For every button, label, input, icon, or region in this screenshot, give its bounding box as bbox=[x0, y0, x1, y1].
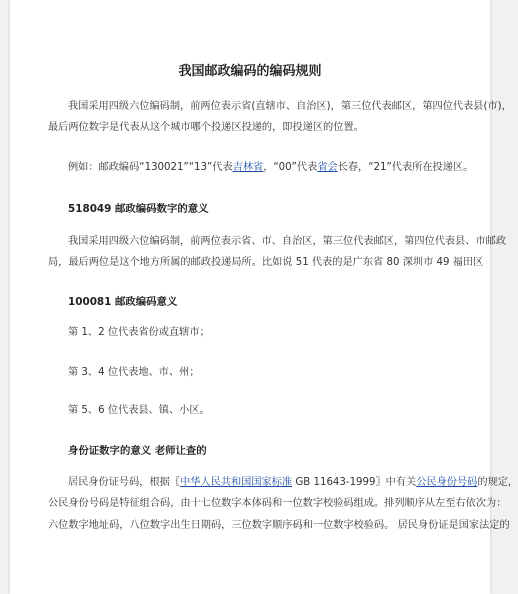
link-provincial-capital[interactable]: 省会 bbox=[317, 162, 338, 173]
paragraph-line: 六位数字地址码，八位数字出生日期码，三位数字顺序码和一位数字校验码。 居民身份证是国家法定的 bbox=[48, 520, 510, 531]
id-paragraph-line bbox=[68, 473, 518, 493]
paragraph-line: 局，最后两位是这个地方所属的邮政投递局所。比如说 51 代表的是广东省 80 深圳市 49 福田区 bbox=[48, 257, 484, 268]
text-segment: 的规定， bbox=[477, 477, 518, 488]
paragraph-line: 我国采用四级六位编码制，前两位表示省、市、自治区，第三位代表邮区，第四位代表县、市邮政 bbox=[68, 236, 507, 247]
link-national-standard[interactable]: 中华人民共和国国家标准 bbox=[180, 477, 293, 488]
paragraph-line: 我国采用四级六位编码制，前两位表示省(直辖市、自治区)，第三位代表邮区，第四位代表县(市)， bbox=[68, 101, 512, 112]
section-heading-518049: 518049 邮政编码数字的意义 bbox=[68, 203, 209, 215]
list-item: 第 5、6 位代表县、镇、小区。 bbox=[68, 405, 210, 416]
paragraph-line: 公民身份号码是特征组合码，由十七位数字本体码和一位数字校验码组成。排列顺序从左至右依次为： bbox=[48, 498, 507, 509]
text-segment: GB 11643-1999〗中有关 bbox=[292, 477, 417, 488]
paragraph-line: 最后两位数字是代表从这个城市哪个投递区投递的，即投递区的位置。 bbox=[48, 122, 364, 133]
text-segment: ，“00”代表 bbox=[263, 162, 318, 173]
text-segment: 居民身份证号码，根据〖 bbox=[68, 477, 181, 488]
link-jilin-province[interactable]: 吉林省 bbox=[232, 162, 264, 173]
list-item: 第 3、4 位代表地、市、州； bbox=[68, 367, 200, 378]
document-title: 我国邮政编码的编码规则 bbox=[178, 64, 322, 79]
section-heading-id-card: 身份证数字的意义 老师让查的 bbox=[68, 445, 207, 457]
list-item: 第 1、2 位代表省份或直辖市； bbox=[68, 327, 210, 338]
document-page bbox=[10, 0, 518, 594]
text-segment: 长春，“21”代表所在投递区。 bbox=[337, 162, 474, 173]
text-segment: 例如：邮政编码“130021”“13”代表 bbox=[68, 162, 233, 173]
link-citizen-id-number[interactable]: 公民身份号码 bbox=[416, 477, 478, 488]
example-paragraph bbox=[68, 158, 488, 178]
section-heading-100081: 100081 邮政编码意义 bbox=[68, 296, 178, 308]
